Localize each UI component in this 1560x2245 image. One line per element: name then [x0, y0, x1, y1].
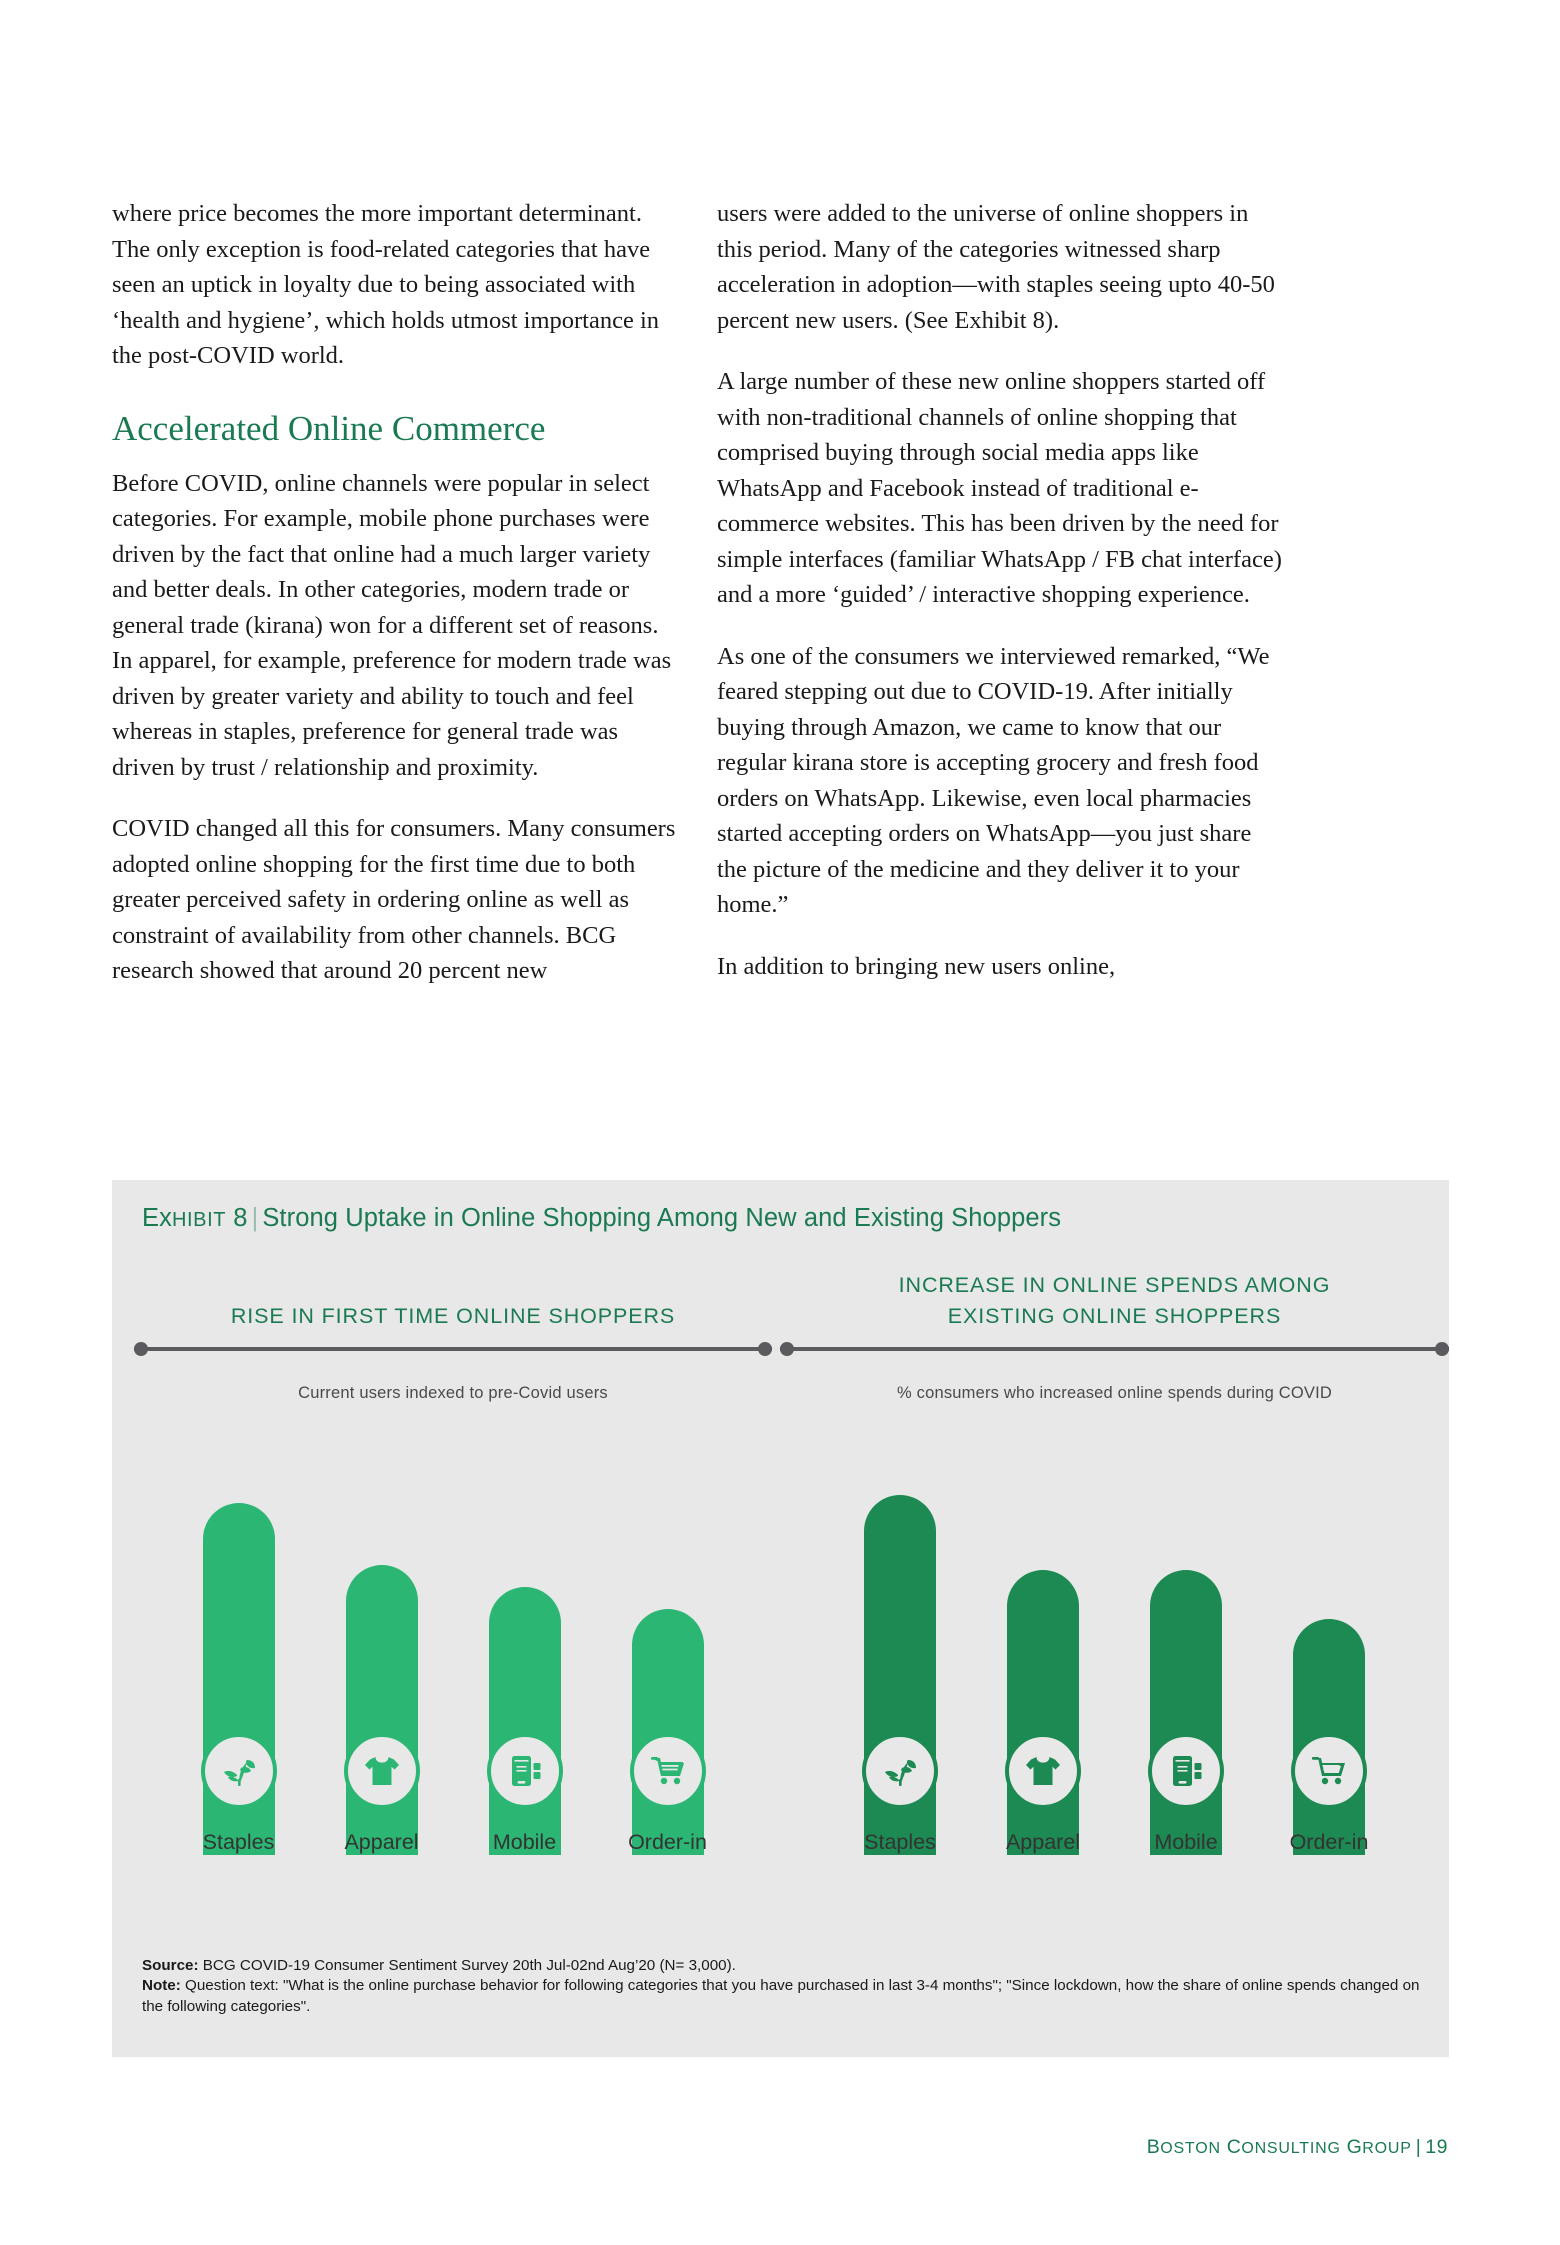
chart-right-bars [780, 1425, 1449, 1855]
exhibit-separator: | [251, 1204, 259, 1232]
paragraph: COVID changed all this for consumers. Many consumers adopted online shopping for the first time due to both greater perceived safety in ordering online as well as constraint of availability from other channels. BCG research showed that around 20 percent new [112, 815, 676, 984]
chart-rise-in-first-time-online-shoppers [112, 1270, 772, 1855]
exhibit-panel [112, 1180, 1449, 2057]
section-heading: Accelerated Online Commerce [112, 408, 546, 448]
rule-dot-right-icon [758, 1342, 772, 1356]
chart-increase-in-online-spends [772, 1270, 1449, 1855]
chart-right-title-line1: INCREASE IN ONLINE SPENDS AMONG [898, 1273, 1331, 1297]
category-label: Staples [202, 1830, 275, 1854]
footer-org-g: G [1346, 2136, 1363, 2158]
rule-dot-left-icon [134, 1342, 148, 1356]
rule-line [134, 1347, 772, 1351]
rule-dot-left-icon [780, 1342, 794, 1356]
category-icon-smartphone [487, 1733, 563, 1809]
left-column [112, 196, 677, 989]
bar-apparel [346, 1565, 418, 1855]
chart-right-title [780, 1270, 1449, 1332]
plant-sprout-icon [217, 1749, 261, 1793]
exhibit-label-prefix: Ex [142, 1204, 172, 1232]
category-label: Apparel [344, 1830, 419, 1854]
rule-dot-right-icon [1435, 1342, 1449, 1356]
paragraph: where price becomes the more important determinant. The only exception is food-related categories that have seen an uptick in loyalty due to being associated with ‘health and hygiene’, which holds utmost importance in the post-COVID world. [112, 200, 660, 369]
footer-org-boston: OSTON [1160, 2140, 1221, 2157]
category-icon-shopping-cart [630, 1733, 706, 1809]
exhibit-charts [112, 1270, 1449, 1855]
chart-left-bars [134, 1425, 772, 1855]
right-column [717, 196, 1282, 989]
source-text: BCG COVID-19 Consumer Sentiment Survey 20th Jul-02nd Aug’20 (N= 3,000). [202, 1956, 736, 1974]
category-label: Apparel [1005, 1830, 1081, 1854]
footer-org-group: ROUP [1362, 2140, 1412, 2157]
chart-left-title-line: RISE IN FIRST TIME ONLINE SHOPPERS [230, 1304, 676, 1328]
footer-org-consulting: ONSULTING [1241, 2140, 1341, 2157]
smartphone-icon [1165, 1750, 1207, 1792]
exhibit-label-smallcaps: HIBIT [171, 1209, 227, 1231]
tshirt-icon [1022, 1750, 1064, 1792]
page-number: 19 [1425, 2136, 1448, 2158]
shopping-cart-icon [647, 1750, 689, 1792]
category-icon-plant-sprout [201, 1733, 277, 1809]
exhibit-footnote [142, 1956, 1422, 2018]
plant-sprout-icon [878, 1749, 922, 1793]
paragraph: Before COVID, online channels were popular in select categories. For example, mobile phone purchases were driven by the fact that online had a much larger variety and better deals. In other categories, modern trade or general trade (kirana) won for a different set of reasons. In apparel, for example, preference for modern trade was driven by greater variety and ability to touch and feel whereas in staples, preference for general trade was driven by trust / relationship and proximity. [112, 469, 672, 781]
source-line [142, 1956, 1422, 1977]
paragraph: users were added to the universe of online shoppers in this period. Many of the categories witnessed sharp acceleration in adoption—with staples seeing upto 40-50 percent new users. (See Exhibit 8). [717, 200, 1275, 334]
chart-right-title-line2: EXISTING ONLINE SHOPPERS [947, 1304, 1282, 1328]
chart-left-rule [134, 1342, 772, 1356]
body-columns [112, 196, 1442, 989]
bar-group-order-in [596, 1425, 739, 1855]
shopping-cart-icon [1308, 1750, 1350, 1792]
smartphone-icon [504, 1750, 546, 1792]
category-label: Order-in [628, 1830, 707, 1854]
chart-right-rule [780, 1342, 1449, 1356]
tshirt-icon [361, 1750, 403, 1792]
category-label: Staples [864, 1830, 936, 1854]
footer-org-c: C [1226, 2136, 1242, 2158]
paragraph: As one of the consumers we interviewed remarked, “We feared stepping out due to COVID-19. After initially buying through Amazon, we came to know that our regular kirana store is accepting grocery and fresh food orders on WhatsApp. Likewise, even local pharmacies started accepting orders on WhatsApp—you just share the picture of the medicine and they deliver it to your home.” [717, 642, 1270, 918]
exhibit-title-text: Strong Uptake in Online Shopping Among New and Existing Shoppers [262, 1204, 1062, 1232]
category-label: Mobile [492, 1830, 557, 1854]
category-icon-tshirt [1005, 1733, 1081, 1809]
source-label: Source: [142, 1956, 199, 1974]
paragraph: A large number of these new online shoppers started off with non-traditional channels of online shopping that comprised buying through social media apps like WhatsApp and Facebook instead of traditional e-commerce websites. This has been driven by the need for simple interfaces (familiar WhatsApp / FB chat interface) and a more ‘guided’ / interactive shopping experience. [717, 368, 1282, 608]
bar-order-in [632, 1609, 704, 1855]
exhibit-number: 8 [233, 1204, 248, 1232]
bar-group-mobile [453, 1425, 596, 1855]
chart-right-subtitle: % consumers who increased online spends during COVID [896, 1384, 1333, 1402]
footer-separator: | [1415, 2136, 1422, 2158]
bar-group-staples [167, 1425, 310, 1855]
bar-group-apparel [972, 1425, 1115, 1855]
note-line [142, 1976, 1422, 2017]
category-label: Order-in [1289, 1830, 1369, 1854]
footer-org-b: B [1146, 2136, 1161, 2158]
chart-left-title [134, 1270, 772, 1332]
bar-group-order-in [1258, 1425, 1401, 1855]
category-label: Mobile [1154, 1830, 1218, 1854]
category-icon-shopping-cart [1291, 1733, 1367, 1809]
category-icon-smartphone [1148, 1733, 1224, 1809]
bar-mobile [489, 1587, 561, 1855]
note-text: Question text: "What is the online purchase behavior for following categories that you have purchased in last 3-4 months"; "Since lockdown, how the share of online spends changed on the following categories". [142, 1977, 1420, 2015]
bar-group-apparel [310, 1425, 453, 1855]
exhibit-title [142, 1204, 1061, 1233]
paragraph: In addition to bringing new users online, [717, 952, 1116, 980]
bar-group-staples [829, 1425, 972, 1855]
bar-mobile [1150, 1570, 1222, 1855]
bar-group-mobile [1115, 1425, 1258, 1855]
note-label: Note: [142, 1977, 181, 1994]
bar-apparel [1007, 1570, 1079, 1855]
page-footer [1147, 2136, 1448, 2159]
category-icon-tshirt [344, 1733, 420, 1809]
rule-line [780, 1347, 1449, 1351]
chart-left-subtitle: Current users indexed to pre-Covid users [298, 1384, 608, 1402]
category-icon-plant-sprout [862, 1733, 938, 1809]
